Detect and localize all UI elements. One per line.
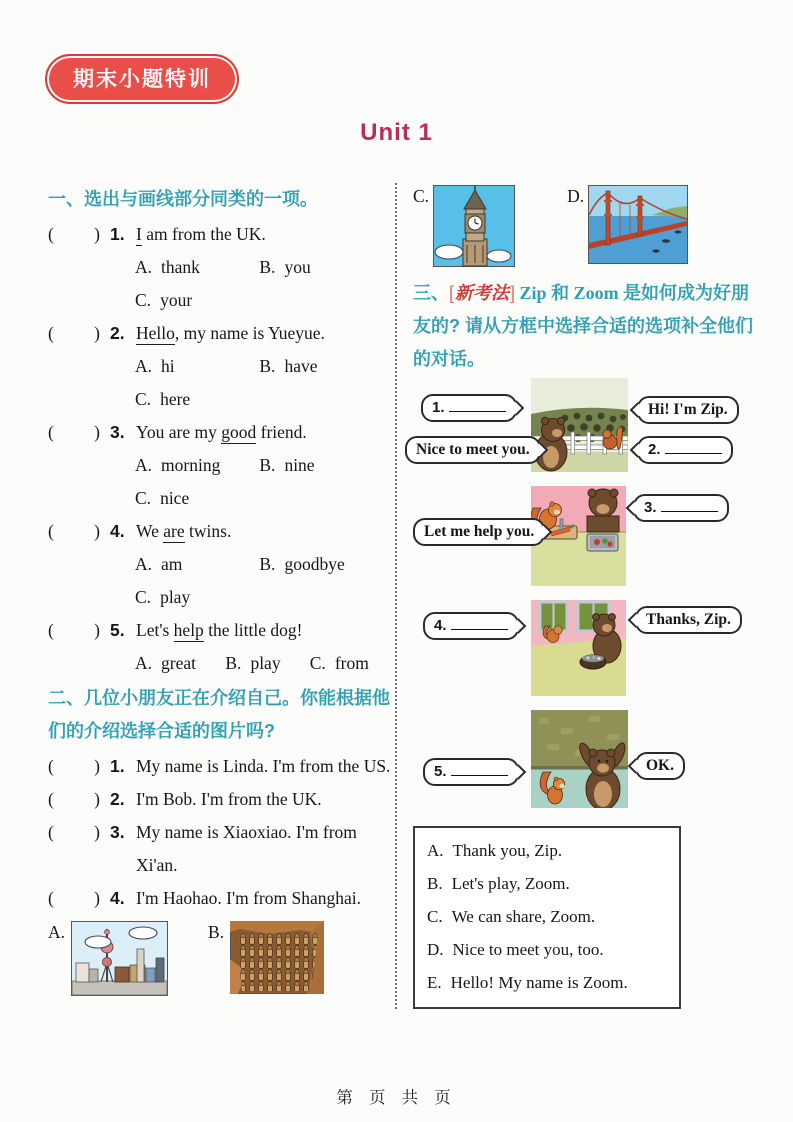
choice-label-b: B.: [208, 922, 225, 942]
question-number: 1.: [110, 224, 125, 244]
question-number: 1.: [110, 756, 125, 776]
s1-question-1: [48, 218, 393, 251]
bracket-close: ]: [510, 283, 516, 303]
question-number: 5.: [110, 620, 125, 640]
bracket-open: [: [449, 283, 455, 303]
shanghai-skyline-image: [71, 921, 168, 996]
choice-images-cd: [413, 185, 760, 267]
underlined-word: I: [136, 224, 142, 244]
question-text: You are my good friend.: [136, 422, 307, 442]
question-text: Let's help the little dog!: [136, 620, 303, 640]
s1-question-2: [48, 317, 393, 350]
option-b: B. nine: [259, 455, 315, 475]
options-row: [48, 647, 393, 680]
answer-parens: [48, 218, 100, 251]
options-row: [48, 251, 393, 284]
option-b: B. goodbye: [259, 554, 345, 574]
s2-item-3: [48, 816, 393, 882]
s1-question-4: [48, 515, 393, 548]
blank-line: [449, 401, 506, 412]
box-option-b: B. Let's play, Zoom.: [427, 874, 570, 893]
paren-open: (: [48, 224, 54, 244]
s2-item-4: [48, 882, 393, 915]
question-text: I'm Haohao. I'm from Shanghai.: [136, 888, 362, 908]
underlined-word: are: [163, 521, 185, 541]
option-a: A. hi: [135, 356, 175, 376]
page-title: Unit 1: [360, 119, 433, 146]
question-number: 4.: [110, 521, 125, 541]
question-number: 3.: [110, 822, 125, 842]
room-scene-image: [531, 600, 626, 696]
underlined-word: Hello: [136, 323, 175, 343]
speech-bubble: Nice to meet you.: [405, 436, 541, 464]
question-text: Hello, my name is Yueyue.: [136, 323, 325, 343]
option-b: B. play: [225, 653, 281, 673]
box-option-e: E. Hello! My name is Zoom.: [427, 973, 628, 992]
option-a: A. am: [135, 554, 183, 574]
blank-line: [451, 619, 508, 630]
question-text: My name is Xiaoxiao. I'm from Xi'an.: [136, 822, 357, 875]
option-a: A. thank: [135, 257, 200, 277]
answer-parens: ( ): [48, 323, 100, 343]
new-method-tag: 新考法: [455, 283, 510, 303]
answer-parens: ( ): [48, 422, 100, 442]
comic-panel-1: [413, 378, 760, 474]
options-row: [48, 449, 393, 482]
option-c: C. play: [135, 587, 191, 607]
speech-bubble: Hi! I'm Zip.: [637, 396, 739, 424]
question-number: 4.: [110, 888, 125, 908]
options-row: [48, 284, 393, 317]
s2-item-2: [48, 783, 393, 816]
section1-heading: 一、选出与画线部分同类的一项。: [48, 189, 318, 209]
speech-bubble: OK.: [635, 752, 685, 780]
s1-question-3: [48, 416, 393, 449]
s1-question-5: [48, 614, 393, 647]
comic-panel-3: [413, 600, 760, 698]
speech-bubble: Let me help you.: [413, 518, 545, 546]
section3-heading: 三、[新考法] Zip 和 Zoom 是如何成为好朋友的? 请从方框中选择合适的选项补全他们的对话。: [413, 283, 753, 369]
wall-scene-image: [531, 710, 628, 808]
speech-bubble-blank-1: 1.: [421, 394, 517, 422]
option-c: C. your: [135, 290, 193, 310]
blank-line: [451, 765, 508, 776]
comic-panel-4: [413, 710, 760, 810]
golden-gate-bridge-image: [588, 185, 688, 264]
speech-bubble-blank-3: 3.: [633, 494, 729, 522]
question-text: I'm Bob. I'm from the UK.: [136, 789, 322, 809]
speech-bubble: Thanks, Zip.: [635, 606, 742, 634]
two-column-layout: [48, 183, 760, 1009]
speech-bubble-blank-2: 2.: [637, 436, 733, 464]
choice-images-ab: [48, 921, 393, 996]
big-ben-image: [433, 185, 515, 267]
choice-label-d: D.: [567, 186, 585, 206]
box-option-d: D. Nice to meet you, too.: [427, 940, 604, 959]
terracotta-warriors-image: [230, 921, 324, 994]
box-option-c: C. We can share, Zoom.: [427, 907, 596, 926]
underlined-word: good: [221, 422, 257, 442]
question-text: We are twins.: [136, 521, 232, 541]
answer-parens: ( ): [48, 521, 100, 541]
question-number: 3.: [110, 422, 125, 442]
section2-heading: 二、几位小朋友正在介绍自己。你能根据他们的介绍选择合适的图片吗?: [48, 688, 390, 741]
s2-item-1: [48, 750, 393, 783]
underlined-word: help: [173, 620, 204, 640]
option-a: A. great: [135, 653, 196, 673]
comic-panel-2: [413, 486, 760, 588]
answer-parens: ( ): [48, 620, 100, 640]
question-number: 2.: [110, 789, 125, 809]
option-a: A. morning: [135, 455, 221, 475]
answer-parens: ( ): [48, 756, 100, 776]
right-column: [397, 183, 760, 1009]
speech-bubble-blank-4: 4.: [423, 612, 519, 640]
options-row: [48, 581, 393, 614]
options-row: [48, 350, 393, 383]
question-text: I am from the UK.: [136, 224, 266, 244]
choice-label-a: A.: [48, 922, 66, 942]
option-b: B. you: [259, 257, 311, 277]
vineyard-scene-image: [531, 378, 628, 472]
options-row: [48, 482, 393, 515]
paren-close: ): [94, 224, 100, 244]
answer-parens: ( ): [48, 822, 100, 842]
options-row: [48, 548, 393, 581]
speech-bubble-blank-5: 5.: [423, 758, 519, 786]
choice-label-c: C.: [413, 186, 430, 206]
corner-badge: 期末小题特训: [45, 54, 239, 104]
left-column: [48, 183, 393, 1009]
option-c: C. from: [309, 653, 369, 673]
box-option-a: A. Thank you, Zip.: [427, 841, 563, 860]
option-b: B. have: [259, 356, 318, 376]
question-number: 2.: [110, 323, 125, 343]
option-c: C. here: [135, 389, 191, 409]
option-c: C. nice: [135, 488, 190, 508]
options-row: [48, 383, 393, 416]
blank-line: [665, 443, 722, 454]
answer-parens: ( ): [48, 789, 100, 809]
blank-line: [661, 501, 718, 512]
question-text: My name is Linda. I'm from the US.: [136, 756, 391, 776]
answer-options-box: [413, 826, 681, 1009]
answer-parens: ( ): [48, 888, 100, 908]
page-footer: 第 页 共 页: [336, 1088, 457, 1107]
